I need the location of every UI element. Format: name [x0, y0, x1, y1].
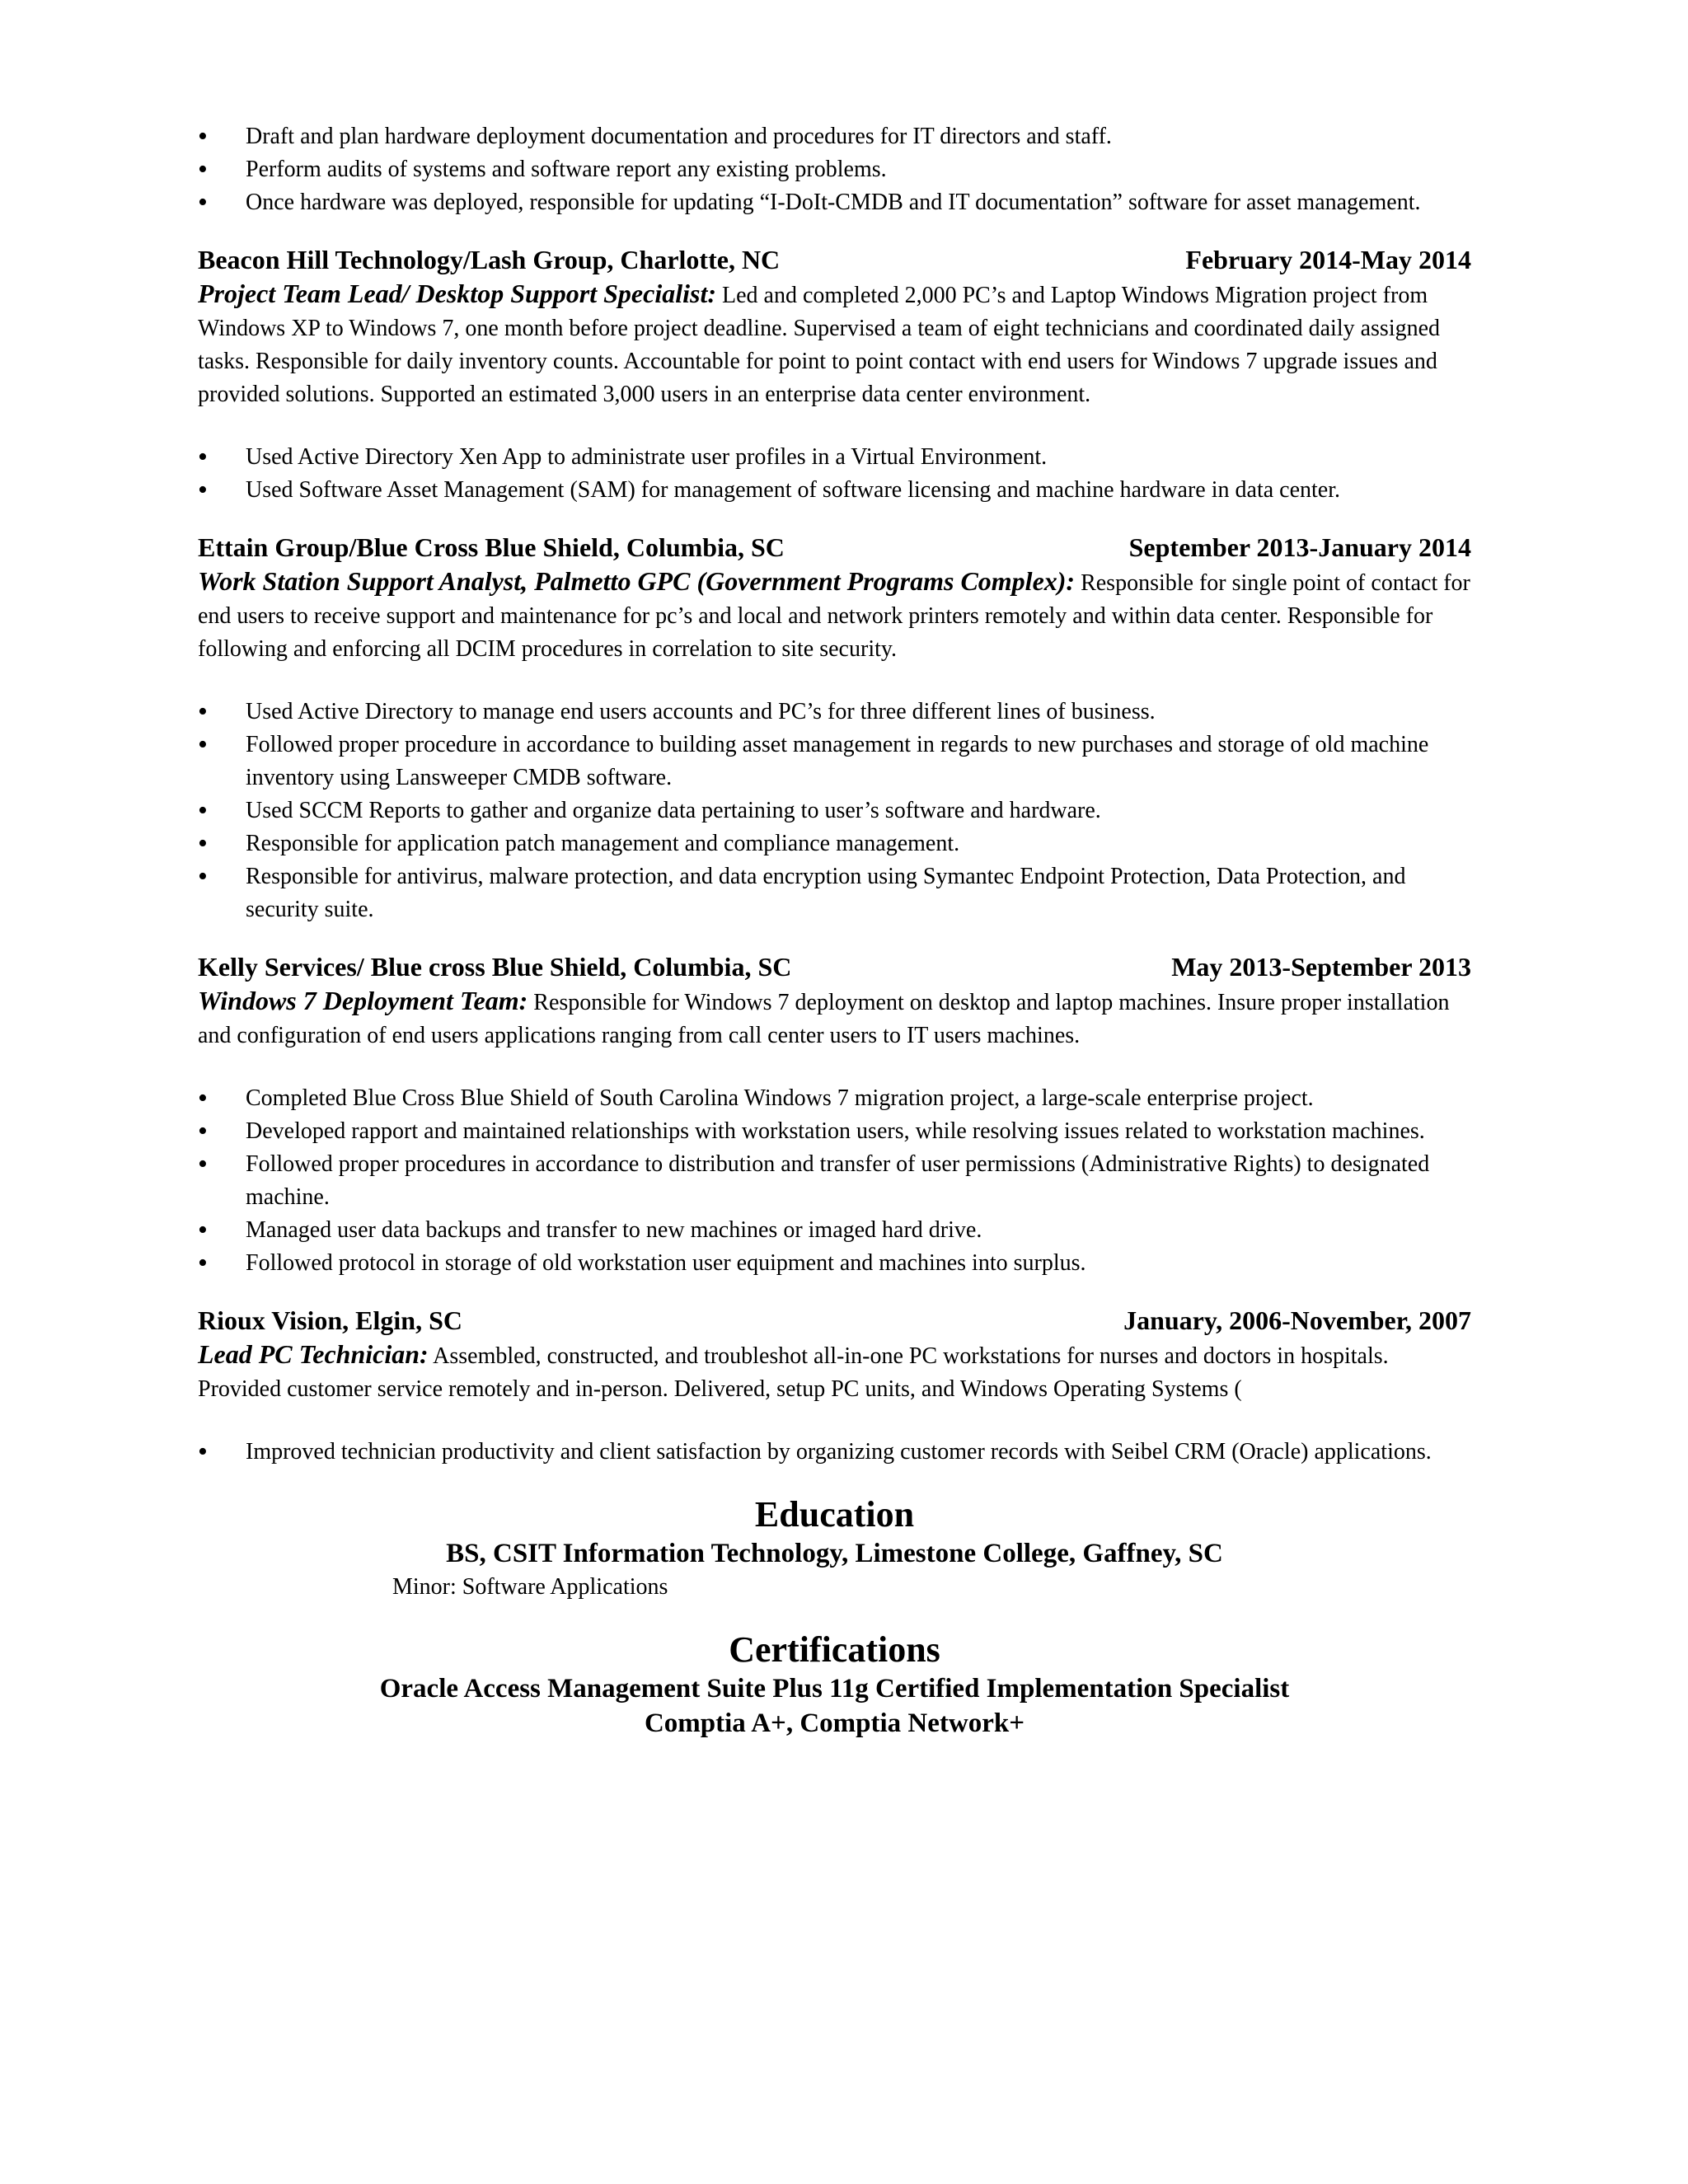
job-description [198, 1338, 1471, 1406]
job-bullet-list [198, 441, 1471, 507]
list-item: • Responsible for antivirus, malware protection, and data encryption using Symantec Endpoint Protection, Data Protection, and security suite. [198, 860, 1471, 926]
list-item: • Followed proper procedure in accordance to building asset management in regards to new purchases and storage of old machine inventory using Lansweeper CMDB software. [198, 729, 1471, 794]
list-item: • Managed user data backups and transfer to new machines or imaged hard drive. [198, 1214, 1471, 1247]
job-header [198, 949, 1471, 984]
job-header [198, 242, 1471, 277]
list-item: • Used Active Directory to manage end users accounts and PC’s for three different lines of business. [198, 696, 1471, 729]
job-title: Lead PC Technician: [198, 1339, 429, 1369]
resume-page [198, 120, 1471, 1741]
list-item: • Improved technician productivity and client satisfaction by organizing customer records with Seibel CRM (Oracle) applications. [198, 1436, 1471, 1469]
list-item: • Used Software Asset Management (SAM) for management of software licensing and machine hardware in data center. [198, 474, 1471, 507]
job-bullet-list [198, 696, 1471, 926]
job-description-text: Responsible for Windows 7 deployment on desktop and laptop machines. Insure proper installation and configuration of end users applications ranging from call center users to IT users machines. [198, 990, 1450, 1048]
job-company: Rioux Vision, Elgin, SC [198, 1305, 462, 1335]
list-item: • Used Active Directory Xen App to administrate user profiles in a Virtual Environment. [198, 441, 1471, 474]
job-description [198, 984, 1471, 1052]
intro-bullet-list [198, 120, 1471, 219]
job-bullet-list [198, 1436, 1471, 1469]
list-item: • Responsible for application patch management and compliance management. [198, 827, 1471, 860]
job-description-text: Assembled, constructed, and troubleshot all-in-one PC workstations for nurses and doctors in hospitals. Provided customer service remotely and in-person. Delivered, setup PC units, and Windows Operating Systems ( [198, 1343, 1389, 1402]
list-item: • Perform audits of systems and software report any existing problems. [198, 153, 1471, 186]
job-title: Windows 7 Deployment Team: [198, 986, 528, 1015]
list-item: • Followed proper procedures in accordance to distribution and transfer of user permissions (Administrative Rights) to designated machine. [198, 1148, 1471, 1214]
job-dates: January, 2006-November, 2007 [1123, 1305, 1471, 1335]
job-title: Work Station Support Analyst, Palmetto GPC (Government Programs Complex): [198, 566, 1076, 596]
list-item: • Used SCCM Reports to gather and organize data pertaining to user’s software and hardware. [198, 794, 1471, 827]
certifications-heading: Certifications [729, 1629, 940, 1670]
job-dates: February 2014-May 2014 [1185, 245, 1471, 274]
list-item: • Followed protocol in storage of old workstation user equipment and machines into surplus. [198, 1247, 1471, 1280]
job-entry-beacon-hill [198, 242, 1471, 507]
education-minor: Minor: Software Applications [392, 1574, 668, 1600]
job-company: Ettain Group/Blue Cross Blue Shield, Columbia, SC [198, 532, 785, 562]
education-degree: BS, CSIT Information Technology, Limestone College, Gaffney, SC [446, 1539, 1223, 1568]
job-entry-kelly-services [198, 949, 1471, 1280]
list-item: • Draft and plan hardware deployment documentation and procedures for IT directors and staff. [198, 120, 1471, 153]
job-description-text: Led and completed 2,000 PC’s and Laptop Windows Migration project from Windows XP to Windows 7, one month before project deadline. Supervised a team of eight technicians and coordinated daily assigned tasks. Responsible for daily inventory counts. Accountable for point to point contact with end users for Windows 7 upgrade issues and provided solutions. Supported an estimated 3,000 users in an enterprise data center environment. [198, 283, 1441, 407]
job-description [198, 565, 1471, 666]
job-header [198, 530, 1471, 565]
list-item: • Developed rapport and maintained relationships with workstation users, while resolving issues related to workstation machines. [198, 1115, 1471, 1148]
job-entry-rioux-vision [198, 1303, 1471, 1469]
job-header [198, 1303, 1471, 1338]
job-company: Beacon Hill Technology/Lash Group, Charlotte, NC [198, 245, 781, 274]
list-item: • Completed Blue Cross Blue Shield of South Carolina Windows 7 migration project, a large-scale enterprise project. [198, 1082, 1471, 1115]
job-title: Project Team Lead/ Desktop Support Specialist: [198, 279, 716, 308]
education-heading: Education [754, 1494, 915, 1535]
job-description [198, 277, 1471, 411]
certification-item: Oracle Access Management Suite Plus 11g Certified Implementation Specialist [379, 1674, 1290, 1704]
job-company: Kelly Services/ Blue cross Blue Shield, Columbia, SC [198, 952, 792, 982]
certification-item: Comptia A+, Comptia Network+ [644, 1708, 1025, 1738]
job-dates: May 2013-September 2013 [1171, 952, 1471, 982]
job-bullet-list [198, 1082, 1471, 1280]
job-dates: September 2013-January 2014 [1128, 532, 1471, 562]
list-item: • Once hardware was deployed, responsible for updating “I-DoIt-CMDB and IT documentation” software for asset management. [198, 186, 1471, 219]
job-description-text: Responsible for single point of contact for end users to receive support and maintenance for pc’s and local and network printers remotely and within data center. Responsible for following and enforcing all DCIM procedures in correlation to site security. [198, 570, 1470, 662]
job-entry-ettain-group [198, 530, 1471, 926]
